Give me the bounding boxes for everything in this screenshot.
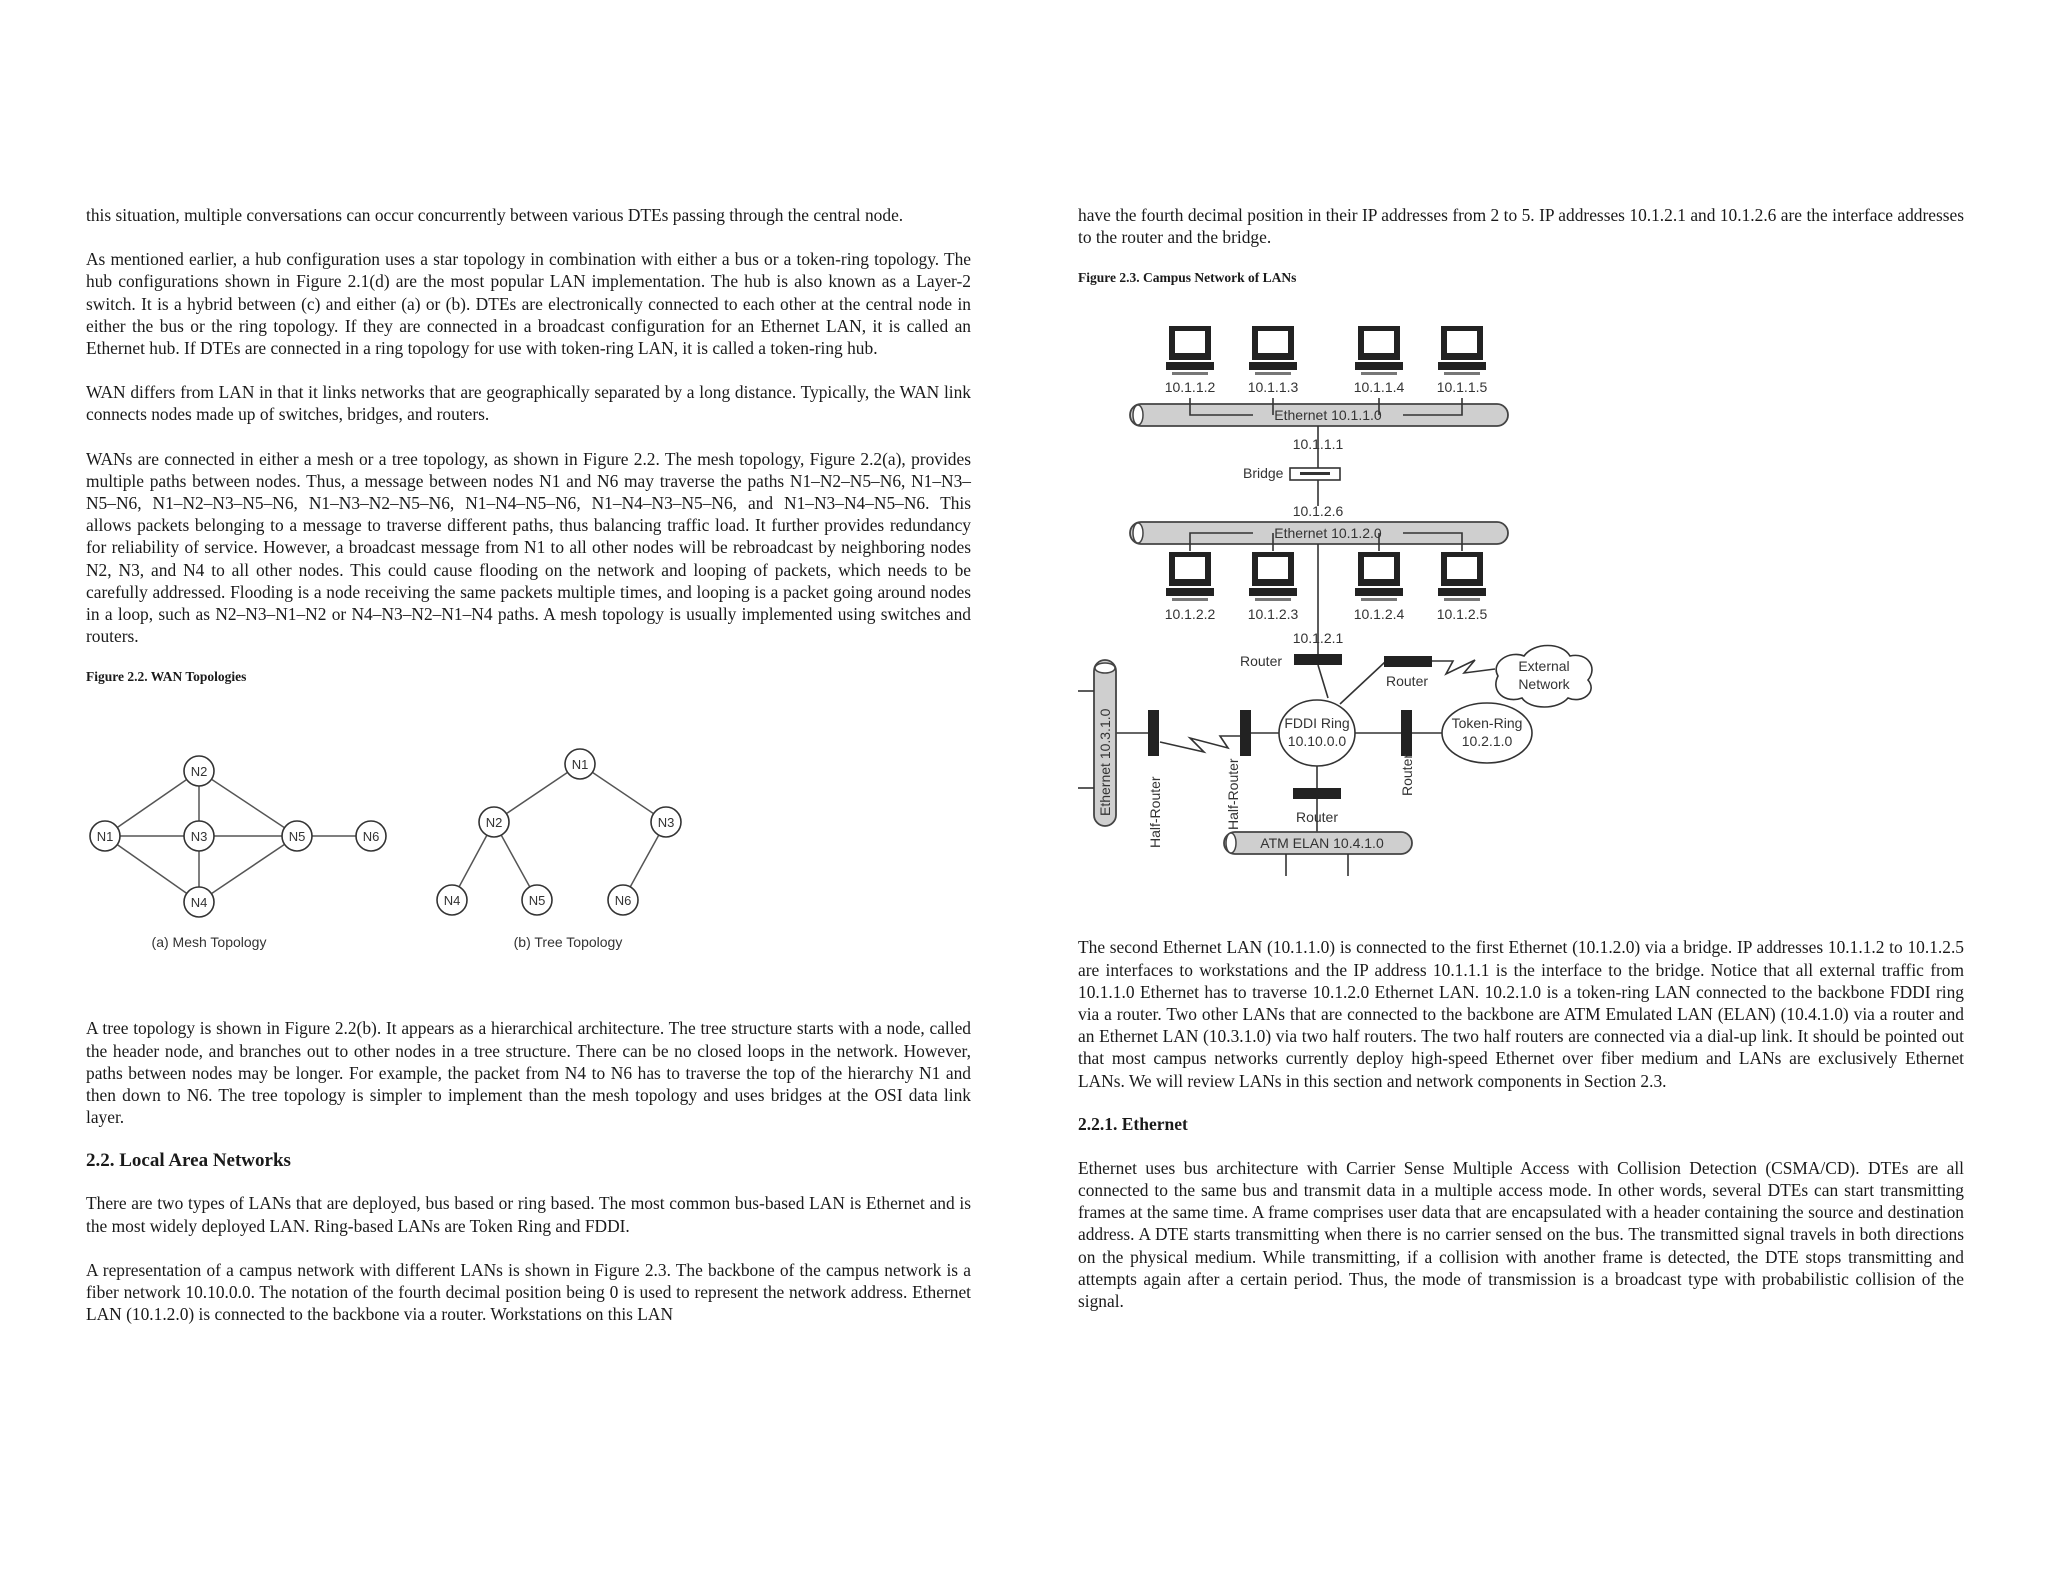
tree-node-n1 xyxy=(565,749,595,779)
svg-text:N2: N2 xyxy=(485,815,503,831)
tree-node-n5 xyxy=(522,885,552,915)
mesh-topology-label: (a) Mesh Topology xyxy=(151,934,267,951)
campus-network-figure xyxy=(1078,296,1964,936)
dial-up-link-icon xyxy=(1432,660,1495,674)
paragraph: this situation, multiple conversations can occur concurrently between various DTEs passing through the central node. xyxy=(86,205,904,225)
svg-text:N6: N6 xyxy=(614,893,632,909)
paragraph: A tree topology is shown in Figure 2.2(b). It appears as a hierarchical architecture. The tree structure starts with a node, called the header node, and branches out to other nodes in a tree structure. There can be no closed loops in the network. However, paths between nodes may be longer. For example, the packet from N4 to N6 has to traverse the top of the hierarchy N1 and then down to N6. The tree topology is simpler to implement than the mesh topology and uses bridges at the OSI data link layer. xyxy=(86,1018,971,1128)
half-router-icon xyxy=(1148,710,1159,756)
svg-text:N3: N3 xyxy=(657,815,675,831)
mesh-node-n2 xyxy=(184,756,214,786)
computer-icon xyxy=(1249,552,1297,601)
bridge-icon xyxy=(1290,468,1340,480)
half-router-icon xyxy=(1240,710,1251,756)
paragraph: As mentioned earlier, a hub configuration uses a star topology in combination with either a bus or a token-ring topology. The hub configurations shown in Figure 2.1(d) are the most popular LAN implementation. The hub is also known as a Layer-2 switch. It is a hybrid between (c) and either (a) or (b). DTEs are electronically connected to each other at the central node in either the bus or the ring topology. If they are connected in a broadcast configuration for an Ethernet LAN, it is called an Ethernet hub. If DTEs are connected in a ring topology for use with token-ring LAN, it is called a token-ring hub. xyxy=(86,249,971,359)
section-heading: 2.2. Local Area Networks xyxy=(86,1150,291,1172)
svg-text:N2: N2 xyxy=(190,764,208,780)
figure-2-3-caption: Figure 2.3. Campus Network of LANs xyxy=(1078,270,1297,286)
tree-node-n3 xyxy=(651,807,681,837)
router-label: Router xyxy=(1240,653,1283,670)
router-icon xyxy=(1294,654,1342,665)
svg-text:N5: N5 xyxy=(288,829,306,845)
right-column xyxy=(1078,204,1964,1334)
svg-text:N4: N4 xyxy=(190,895,208,911)
paragraph: There are two types of LANs that are deployed, bus based or ring based. The most common bus-based LAN is Ethernet and is the most widely deployed LAN. Ring-based LANs are Token Ring and FDDI. xyxy=(86,1193,971,1236)
svg-text:Network: Network xyxy=(1518,676,1570,693)
svg-text:FDDI Ring: FDDI Ring xyxy=(1284,715,1350,732)
computer-icon xyxy=(1166,552,1214,601)
router-icon xyxy=(1401,710,1412,756)
tree-node-n4 xyxy=(437,885,467,915)
paragraph: have the fourth decimal position in their IP addresses from 2 to 5. IP addresses 10.1.2.1 and 10.1.2.6 are the interface addresses to the router and the bridge. xyxy=(1078,205,1964,248)
ip-label: 10.1.2.3 xyxy=(1247,606,1299,623)
figure-2-2-caption: Figure 2.2. WAN Topologies xyxy=(86,669,247,685)
tree-node-n2 xyxy=(479,807,509,837)
external-network-cloud xyxy=(1496,646,1592,708)
paragraph: A representation of a campus network with different LANs is shown in Figure 2.3. The backbone of the campus network is a fiber network 10.10.0.0. The notation of the fourth decimal position being 0 is used to represent the network address. Ethernet LAN (10.1.2.0) is connected to the backbone via a router. Workstations on this LAN xyxy=(86,1259,971,1325)
router-icon xyxy=(1384,656,1432,667)
ip-label: 10.1.1.5 xyxy=(1436,379,1488,396)
router-icon xyxy=(1293,788,1341,799)
router-ip: 10.1.2.1 xyxy=(1292,630,1344,647)
computer-icon xyxy=(1438,326,1486,375)
ethernet-bus-vertical xyxy=(1094,660,1116,826)
bridge-ip: 10.1.1.1 xyxy=(1292,436,1344,453)
svg-text:N1: N1 xyxy=(96,829,114,845)
tree-node-n6 xyxy=(608,885,638,915)
left-column xyxy=(86,204,971,1347)
ip-label: 10.1.2.5 xyxy=(1436,606,1488,623)
mesh-node-n5 xyxy=(282,821,312,851)
svg-text:N3: N3 xyxy=(190,829,208,845)
svg-text:Ethernet 10.3.1.0: Ethernet 10.3.1.0 xyxy=(1097,708,1113,817)
mesh-node-n6 xyxy=(356,821,386,851)
svg-text:N1: N1 xyxy=(571,757,589,773)
svg-text:10.10.0.0: 10.10.0.0 xyxy=(1287,733,1347,750)
ip-label: 10.1.1.3 xyxy=(1247,379,1299,396)
half-router-label: Half-Router xyxy=(1225,758,1241,831)
workstations-bottom xyxy=(1166,552,1486,601)
svg-text:Ethernet 10.1.2.0: Ethernet 10.1.2.0 xyxy=(1274,525,1382,542)
ip-label: 10.1.2.4 xyxy=(1353,606,1405,623)
svg-text:External: External xyxy=(1518,658,1570,675)
atm-elan-bus xyxy=(1224,832,1412,854)
ip-label: 10.1.2.2 xyxy=(1164,606,1216,623)
dial-up-link-icon xyxy=(1160,736,1240,752)
computer-icon xyxy=(1355,326,1403,375)
svg-text:N5: N5 xyxy=(528,893,546,909)
svg-text:ATM ELAN 10.4.1.0: ATM ELAN 10.4.1.0 xyxy=(1260,835,1384,852)
svg-text:Token-Ring: Token-Ring xyxy=(1451,715,1523,732)
bridge-eth-ip: 10.1.2.6 xyxy=(1292,503,1344,520)
computer-icon xyxy=(1249,326,1297,375)
workstations-top xyxy=(1166,326,1486,375)
ip-label: 10.1.1.4 xyxy=(1353,379,1405,396)
svg-text:N6: N6 xyxy=(362,829,380,845)
ethernet-bus-middle xyxy=(1130,522,1508,551)
computer-icon xyxy=(1166,326,1214,375)
ip-label: 10.1.1.2 xyxy=(1164,379,1216,396)
wan-topologies-figure xyxy=(86,695,726,965)
router-label: Router xyxy=(1295,809,1339,826)
router-label: Router xyxy=(1386,673,1429,690)
mesh-node-n3 xyxy=(184,821,214,851)
svg-text:N4: N4 xyxy=(443,893,461,909)
mesh-edges xyxy=(105,771,371,902)
paragraph: The second Ethernet LAN (10.1.1.0) is connected to the first Ethernet (10.1.2.0) via a bridge. IP addresses 10.1.1.2 to 10.1.2.5 are interfaces to workstations and the IP address 10.1.1.1 is the interface to the bridge. Notice that all external traffic from 10.1.1.0 Ethernet has to traverse 10.1.2.0 Ethernet LAN. 10.2.1.0 is a token-ring LAN connected to the backbone FDDI ring via a router. Two other LANs that are connected to the backbone are ATM Emulated LAN (ELAN) (10.4.1.0) via a router and an Ethernet LAN (10.3.1.0) via two half routers. The two half routers are connected via a dial-up link. It should be pointed out that most campus networks currently deploy high-speed Ethernet over fiber medium and LANs are exclusively Ethernet LANs. We will review LANs in this section and network components in Section 2.3. xyxy=(1078,937,1964,1091)
svg-text:10.2.1.0: 10.2.1.0 xyxy=(1461,733,1513,750)
subsection-heading: 2.2.1. Ethernet xyxy=(1078,1113,1188,1134)
ethernet-bus-top xyxy=(1130,398,1508,426)
paragraph: WAN differs from LAN in that it links networks that are geographically separated by a long distance. Typically, the WAN link connects nodes made up of switches, bridges, and routers. xyxy=(86,382,971,425)
router-label: Router xyxy=(1399,754,1415,797)
computer-icon xyxy=(1355,552,1403,601)
token-ring-lan xyxy=(1442,703,1532,763)
computer-icon xyxy=(1438,552,1486,601)
paragraph: WANs are connected in either a mesh or a tree topology, as shown in Figure 2.2. The mesh topology, Figure 2.2(a), provides multiple paths between nodes. Thus, a message between nodes N1 and N6 may traverse the paths N1–N2–N5–N6, N1–N3–N5–N6, N1–N2–N3–N5–N6, N1–N3–N2–N5–N6, N1–N4–N5–N6, N1–N4–N3–N5–N6, and N1–N3–N4–N5–N6. This allows packets belonging to a message to traverse different paths, thus balancing traffic load. It further provides redundancy for reliability of service. However, a broadcast message from N1 to all other nodes will be rebroadcast by neighboring nodes N2, N3, and N4 to all other nodes. This could cause flooding on the network and looping of packets, which needs to be carefully addressed. Flooding is a node receiving the same packets multiple times, and looping is a packet going around nodes in a loop, such as N2–N3–N1–N2 or N4–N3–N2–N1–N4 paths. A mesh topology is usually implemented using switches and routers. xyxy=(86,448,971,647)
svg-text:Ethernet 10.1.1.0: Ethernet 10.1.1.0 xyxy=(1274,407,1382,424)
mesh-node-n1 xyxy=(90,821,120,851)
mesh-node-n4 xyxy=(184,887,214,917)
paragraph: Ethernet uses bus architecture with Carrier Sense Multiple Access with Collision Detection (CSMA/CD). DTEs are all connected to the same bus and transmit data in a multiple access mode. In other words, several DTEs can start transmitting frames at the same time. A frame comprises user data that are encapsulated with a header containing the source and destination address. A DTE starts transmitting when there is no carrier sensed on the bus. The transmitted signal travels in both directions on the physical medium. While transmitting, if a collision with another frame is detected, the DTE stops transmitting and attempts again after a certain period. Thus, the mode of transmission is a broadcast type with probabilistic collision of the signal. xyxy=(1078,1157,1964,1312)
bridge-label: Bridge xyxy=(1243,465,1284,482)
tree-topology-label: (b) Tree Topology xyxy=(513,934,623,951)
half-router-label: Half-Router xyxy=(1147,776,1163,849)
fddi-ring xyxy=(1279,700,1355,766)
